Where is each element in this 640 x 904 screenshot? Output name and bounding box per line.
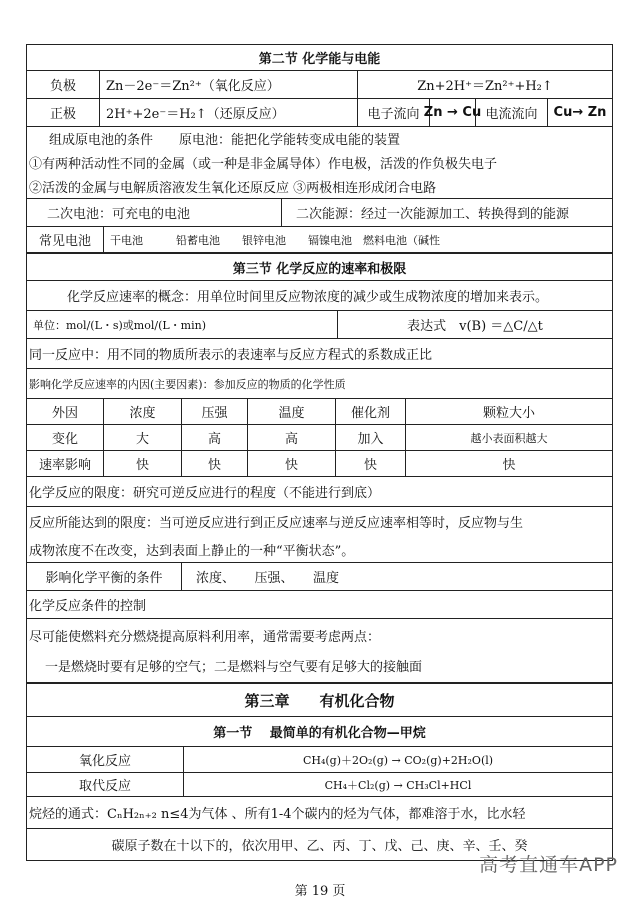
oxidation-label: 氧化反应	[78, 754, 131, 769]
change-row	[26, 424, 613, 450]
section3-title-row	[26, 252, 613, 280]
internal-factor-row	[26, 368, 613, 398]
oxidation-equation: CH₄(g)＋2O₂(g) → CO₂(g)+2H₂O(l)	[183, 747, 612, 772]
electron-flow-label: 电子流向	[357, 99, 429, 126]
rate-concept: 化学反应速率的概念：用单位时间里反应物浓度的减少或生成物浓度的增加来表示。	[67, 290, 549, 305]
equilibrium-row	[26, 562, 613, 590]
section3-title: 第三节 化学反应的速率和极限	[232, 261, 407, 277]
rate-concept-row	[26, 280, 613, 310]
control-detail-2: 一是燃烧时要有足够的空气；二是燃料与空气要有足够大的接触面	[45, 659, 423, 675]
factor-header: 催化剂	[335, 399, 405, 424]
neg-equation: Zn－2e⁻＝Zn²⁺（氧化反应）	[99, 71, 357, 98]
factor-header: 压强	[181, 399, 247, 424]
electron-flow: Zn → Cu	[429, 99, 475, 126]
chapter3-title-row	[26, 682, 613, 716]
factor-header: 温度	[247, 399, 335, 424]
factor-header: 浓度	[103, 399, 181, 424]
table-cell: 变化	[51, 432, 78, 447]
control-row	[26, 590, 613, 618]
condition-2-row	[26, 174, 613, 198]
common-battery-label: 常见电池	[38, 234, 91, 249]
rate-expression: 表达式 v(B) ＝△C/△t	[337, 311, 612, 338]
common-battery-items: 干电池 铅蓄电池 银锌电池 镉镍电池 燃料电池（碱性	[103, 227, 612, 252]
carbon-names: 碳原子数在十以下的，依次用甲、乙、丙、丁、戊、己、庚、辛、壬、癸	[111, 839, 528, 854]
watermark: 高考直通车APP	[479, 854, 618, 876]
section2-title-row	[26, 44, 613, 70]
current-flow-label: 电流流向	[475, 99, 547, 126]
alkane-formula: 烷烃的通式：CₙH₂ₙ₊₂ n≤4为气体 、所有1-4个碳内的烃为气体，都难溶于水，比水轻	[29, 807, 526, 822]
table-cell: 越小表面积越大	[405, 425, 612, 450]
chapter3-section1-row	[26, 716, 613, 746]
conditions-line: 组成原电池的条件 原电池：能把化学能转变成电能的装置	[49, 133, 401, 148]
secondary-energy: 二次能源：经过一次能源加工、转换得到的能源	[281, 199, 612, 226]
table-cell: 大	[103, 425, 181, 450]
control: 化学反应条件的控制	[29, 599, 147, 614]
table-cell: 快	[181, 451, 247, 476]
limit: 化学反应的限度：研究可逆反应进行的程度（不能进行到底）	[29, 486, 381, 501]
current-flow: Cu→ Zn	[547, 99, 612, 126]
common-battery-row	[26, 226, 613, 252]
pos-label: 正极	[49, 107, 76, 122]
table-cell: 加入	[335, 425, 405, 450]
same-reaction: 同一反应中：用不同的物质所表示的表速率与反应方程式的系数成正比	[29, 348, 433, 363]
total-equation: Zn+2H⁺＝Zn²⁺+H₂↑	[357, 71, 612, 98]
conditions-row	[26, 126, 613, 150]
table-cell: 快	[247, 451, 335, 476]
control-detail-row	[26, 618, 613, 682]
same-reaction-row	[26, 338, 613, 368]
rate-unit: 单位：mol/(L・s)或mol/(L・min)	[33, 318, 207, 332]
table-cell: 快	[335, 451, 405, 476]
negative-electrode-row	[26, 70, 613, 98]
condition-1-row	[26, 150, 613, 174]
pos-equation: 2H⁺+2e⁻＝H₂↑（还原反应）	[99, 99, 357, 126]
secondary-battery: 二次电池：可充电的电池	[47, 207, 191, 222]
oxidation-row	[26, 746, 613, 772]
table-cell: 速率影响	[38, 458, 91, 473]
equilibrium-items: 浓度、 压强、 温度	[181, 563, 612, 590]
substitution-label: 取代反应	[78, 779, 131, 794]
table-cell: 高	[181, 425, 247, 450]
page-number: 第 19 页	[294, 884, 346, 899]
condition-2: ②活泼的金属与电解质溶液发生氧化还原反应 ③两极相连形成闭合电路	[29, 180, 437, 196]
limit-row	[26, 476, 613, 506]
substitution-row	[26, 772, 613, 796]
secondary-row	[26, 198, 613, 226]
rate-row	[26, 450, 613, 476]
table-cell: 快	[405, 451, 612, 476]
unit-row	[26, 310, 613, 338]
factor-header: 外因	[51, 406, 78, 421]
alkane-row	[26, 796, 613, 828]
chapter3-section1-title: 第一节 最简单的有机化合物—甲烷	[213, 726, 426, 741]
reachable-limit-row	[26, 506, 613, 562]
section2-title: 第二节 化学能与电能	[258, 52, 381, 67]
condition-1: ①有两种活动性不同的金属（或一种是非金属导体）作电极，活泼的作负极失电子	[29, 156, 498, 172]
table-cell: 快	[103, 451, 181, 476]
internal-factor: 影响化学反应速率的内因(主要因素)：参加反应的物质的化学性质	[29, 377, 346, 391]
chapter3-title: 第三章 有机化合物	[244, 691, 395, 710]
equilibrium-label: 影响化学平衡的条件	[45, 571, 163, 586]
neg-label: 负极	[49, 79, 76, 94]
table-cell: 高	[247, 425, 335, 450]
reachable-limit-1: 反应所能达到的限度：当可逆反应进行到正反应速率与逆反应速率相等时，反应物与生	[29, 515, 524, 531]
control-detail-1: 尽可能使燃料充分燃烧提高原料利用率，通常需要考虑两点：	[29, 629, 381, 645]
positive-electrode-row	[26, 98, 613, 126]
factor-header: 颗粒大小	[405, 399, 612, 424]
factor-header-row	[26, 398, 613, 424]
substitution-equation: CH₄＋Cl₂(g) → CH₃Cl+HCl	[183, 773, 612, 796]
reachable-limit-2: 成物浓度不在改变，达到表面上静止的一种“平衡状态”。	[29, 543, 355, 559]
